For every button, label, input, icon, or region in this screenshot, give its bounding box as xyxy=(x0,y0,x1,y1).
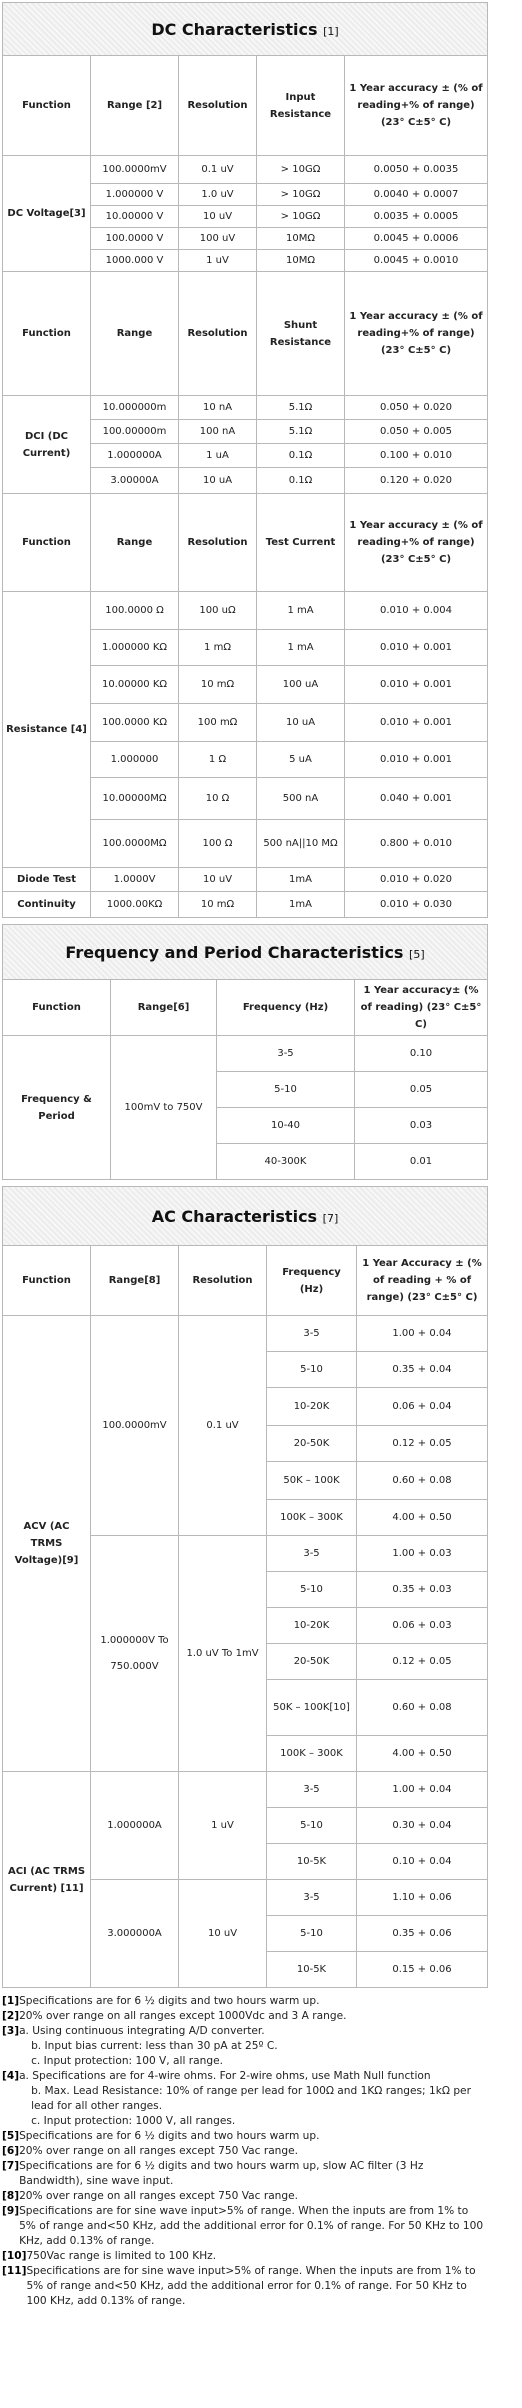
cell-frequency: 5-10 xyxy=(267,1352,357,1388)
cell-range: 100.00000m xyxy=(91,420,179,444)
spec-page xyxy=(2,0,487,2309)
ac-section-title xyxy=(3,1187,488,1246)
cell-accuracy: 0.100 + 0.010 xyxy=(345,444,488,468)
cell-resolution: 100 Ω xyxy=(179,820,257,868)
cell-range: 1000.00KΩ xyxy=(91,892,179,918)
cell-accuracy: 0.05 xyxy=(355,1072,488,1108)
cell-resistance: 5.1Ω xyxy=(257,396,345,420)
footnote xyxy=(2,2264,487,2309)
footnote-number: [6] xyxy=(2,2145,20,2157)
footnote-number: [2] xyxy=(2,2010,20,2022)
footnote-number: [9] xyxy=(2,2205,20,2217)
cell-resistance: > 10GΩ xyxy=(257,206,345,228)
acv-range: 100.0000mV xyxy=(91,1316,179,1536)
cell-range: 3.00000A xyxy=(91,468,179,494)
cell-frequency: 3-5 xyxy=(267,1536,357,1572)
cell-range: 100.0000 Ω xyxy=(91,592,179,630)
header-resolution: Resolution xyxy=(179,272,257,396)
header-accuracy: 1 Year accuracy± (% of reading) (23° C±5° C) xyxy=(355,980,488,1036)
header-resolution: Resolution xyxy=(179,494,257,592)
footnote-number: [7] xyxy=(2,2160,20,2172)
cell-resolution: 10 nA xyxy=(179,396,257,420)
cell-test-current: 1 mA xyxy=(257,630,345,666)
header-function: Function xyxy=(3,56,91,156)
cell-resolution: 10 Ω xyxy=(179,778,257,820)
cell-range: 1.000000 KΩ xyxy=(91,630,179,666)
cell-range: 1000.000 V xyxy=(91,250,179,272)
header-function: Function xyxy=(3,980,111,1036)
footnote-number: [10] xyxy=(2,2250,27,2262)
table-row xyxy=(3,1772,488,1808)
freq-title-ref: [5] xyxy=(409,947,425,961)
cell-accuracy: 0.010 + 0.030 xyxy=(345,892,488,918)
continuity-row xyxy=(3,892,488,918)
aci-resolution: 10 uV xyxy=(179,1880,267,1988)
header-input-resistance: Input Resistance xyxy=(257,56,345,156)
acv-function: ACV (AC TRMS Voltage)[9] xyxy=(3,1316,91,1772)
cell-resolution: 100 uΩ xyxy=(179,592,257,630)
header-shunt-resistance: Shunt Resistance xyxy=(257,272,345,396)
footnote xyxy=(2,2129,487,2144)
cell-resolution: 1 uA xyxy=(179,444,257,468)
footnote xyxy=(2,2144,487,2159)
cell-accuracy: 0.040 + 0.001 xyxy=(345,778,488,820)
header-accuracy: 1 Year accuracy ± (% of reading+% of range) (23° C±5° C) xyxy=(345,56,488,156)
footnote-text: Specifications are for sine wave input>5% of range. When the inputs are from 1% to 5% of range and<50 KHz, add the additional error for 0.1% of range. For 50 KHz to 100 KHz, add 0.13% of range. xyxy=(19,2205,484,2247)
header-range: Range xyxy=(91,272,179,396)
dc-section-title xyxy=(3,3,488,56)
cell-accuracy: 0.12 + 0.05 xyxy=(357,1426,488,1462)
footnote-number: [11] xyxy=(2,2265,27,2277)
cell-accuracy: 0.010 + 0.001 xyxy=(345,630,488,666)
cell-range: 100.0000mV xyxy=(91,156,179,184)
cell-accuracy: 1.00 + 0.03 xyxy=(357,1536,488,1572)
footnote-text: b. Max. Lead Resistance: 10% of range per lead for 100Ω and 1KΩ ranges; 1kΩ per lead for all other ranges. xyxy=(31,2085,471,2112)
ac-characteristics-table xyxy=(2,1186,488,1988)
cell-accuracy: 0.06 + 0.03 xyxy=(357,1608,488,1644)
cell-test-current: 10 uA xyxy=(257,704,345,742)
footnote-text: a. Using continuous integrating A/D converter. xyxy=(19,2025,265,2037)
cell-resolution: 100 mΩ xyxy=(179,704,257,742)
header-frequency: Frequency (Hz) xyxy=(267,1246,357,1316)
cell-range: 1.0000V xyxy=(91,868,179,892)
footnote-number: [4] xyxy=(2,2070,20,2082)
cell-resolution: 10 uA xyxy=(179,468,257,494)
cell-frequency: 5-10 xyxy=(267,1572,357,1608)
header-resolution: Resolution xyxy=(179,56,257,156)
dc-resistance-header-row xyxy=(3,494,488,592)
cell-frequency: 20-50K xyxy=(267,1426,357,1462)
dc-voltage-header-row xyxy=(3,56,488,156)
frequency-period-function: Frequency & Period xyxy=(3,1036,111,1180)
footnote xyxy=(2,2024,487,2069)
cell-accuracy: 0.10 + 0.04 xyxy=(357,1844,488,1880)
cell-accuracy: 1.00 + 0.04 xyxy=(357,1772,488,1808)
header-range: Range[8] xyxy=(91,1246,179,1316)
cell-resolution: 1 Ω xyxy=(179,742,257,778)
cell-resistance: > 10GΩ xyxy=(257,184,345,206)
dc-title-ref: [1] xyxy=(323,24,339,38)
cell-accuracy: 0.35 + 0.04 xyxy=(357,1352,488,1388)
cell-accuracy: 0.0045 + 0.0006 xyxy=(345,228,488,250)
footnote-text: 20% over range on all ranges except 750 Vac range. xyxy=(19,2190,299,2202)
footnote xyxy=(2,1994,487,2009)
cell-frequency: 3-5 xyxy=(267,1772,357,1808)
footnote xyxy=(2,2069,487,2129)
footnote-number: [8] xyxy=(2,2190,20,2202)
cell-accuracy: 0.35 + 0.03 xyxy=(357,1572,488,1608)
cell-frequency: 40-300K xyxy=(217,1144,355,1180)
footnote-number: [5] xyxy=(2,2130,20,2142)
table-row xyxy=(3,1316,488,1352)
cell-frequency: 5-10 xyxy=(267,1808,357,1844)
cell-range: 100.0000MΩ xyxy=(91,820,179,868)
cell-resolution: 1 mΩ xyxy=(179,630,257,666)
cell-frequency: 10-5K xyxy=(267,1844,357,1880)
cell-resolution: 0.1 uV xyxy=(179,156,257,184)
cell-resistance: 5.1Ω xyxy=(257,420,345,444)
cell-accuracy: 0.120 + 0.020 xyxy=(345,468,488,494)
cell-resolution: 10 mΩ xyxy=(179,892,257,918)
cell-test-current: 500 nA xyxy=(257,778,345,820)
footnote xyxy=(2,2189,487,2204)
cell-accuracy: 0.0050 + 0.0035 xyxy=(345,156,488,184)
cell-accuracy: 0.12 + 0.05 xyxy=(357,1644,488,1680)
cell-accuracy: 1.00 + 0.04 xyxy=(357,1316,488,1352)
cell-test-current: 100 uA xyxy=(257,666,345,704)
freq-header-row xyxy=(3,980,488,1036)
cell-accuracy: 0.15 + 0.06 xyxy=(357,1952,488,1988)
acv-resolution: 1.0 uV To 1mV xyxy=(179,1536,267,1772)
cell-accuracy: 0.0040 + 0.0007 xyxy=(345,184,488,206)
cell-resolution: 10 uV xyxy=(179,868,257,892)
cell-accuracy: 0.60 + 0.08 xyxy=(357,1462,488,1500)
footnote-number: [1] xyxy=(2,1995,20,2007)
cell-range: 10.00000 KΩ xyxy=(91,666,179,704)
header-accuracy: 1 Year accuracy ± (% of reading+% of range) (23° C±5° C) xyxy=(345,494,488,592)
cell-accuracy: 0.06 + 0.04 xyxy=(357,1388,488,1426)
aci-resolution: 1 uV xyxy=(179,1772,267,1880)
cell-accuracy: 0.010 + 0.020 xyxy=(345,868,488,892)
header-range: Range xyxy=(91,494,179,592)
cell-frequency: 5-10 xyxy=(267,1916,357,1952)
footnote-number: [3] xyxy=(2,2025,20,2037)
table-row xyxy=(3,156,488,184)
continuity-function: Continuity xyxy=(3,892,91,918)
freq-section-title xyxy=(3,925,488,980)
footnote-text: c. Input protection: 100 V, all range. xyxy=(31,2055,223,2067)
cell-frequency: 3-5 xyxy=(267,1880,357,1916)
cell-test-current: 1 mA xyxy=(257,592,345,630)
cell-accuracy: 0.60 + 0.08 xyxy=(357,1680,488,1736)
cell-range: 100.0000 V xyxy=(91,228,179,250)
cell-frequency: 100K – 300K xyxy=(267,1500,357,1536)
aci-function: ACI (AC TRMS Current) [11] xyxy=(3,1772,91,1988)
header-range: Range[6] xyxy=(111,980,217,1036)
footnote xyxy=(2,2249,487,2264)
cell-frequency: 10-20K xyxy=(267,1388,357,1426)
cell-resolution: 1 uV xyxy=(179,250,257,272)
cell-resistance: 0.1Ω xyxy=(257,444,345,468)
ac-header-row xyxy=(3,1246,488,1316)
cell-range: 1.000000 V xyxy=(91,184,179,206)
cell-frequency: 3-5 xyxy=(217,1036,355,1072)
dc-title: DC Characteristics xyxy=(151,19,318,39)
dc-current-function: DCI (DC Current) xyxy=(3,396,91,494)
cell-accuracy: 0.03 xyxy=(355,1108,488,1144)
cell-frequency: 10-5K xyxy=(267,1952,357,1988)
cell-frequency: 3-5 xyxy=(267,1316,357,1352)
header-frequency: Frequency (Hz) xyxy=(217,980,355,1036)
cell-frequency: 50K – 100K[10] xyxy=(267,1680,357,1736)
cell-frequency: 50K – 100K xyxy=(267,1462,357,1500)
cell-resistance: 0.1Ω xyxy=(257,468,345,494)
cell-accuracy: 0.050 + 0.020 xyxy=(345,396,488,420)
header-resolution: Resolution xyxy=(179,1246,267,1316)
cell-resolution: 100 uV xyxy=(179,228,257,250)
cell-range: 1.000000A xyxy=(91,444,179,468)
cell-range: 100.0000 KΩ xyxy=(91,704,179,742)
header-range: Range [2] xyxy=(91,56,179,156)
cell-accuracy: 0.800 + 0.010 xyxy=(345,820,488,868)
cell-accuracy: 0.010 + 0.001 xyxy=(345,704,488,742)
cell-accuracy: 0.0045 + 0.0010 xyxy=(345,250,488,272)
cell-accuracy: 0.050 + 0.005 xyxy=(345,420,488,444)
cell-resistance: 10MΩ xyxy=(257,228,345,250)
cell-range: 10.000000m xyxy=(91,396,179,420)
dc-resistance-function: Resistance [4] xyxy=(3,592,91,868)
cell-accuracy: 0.010 + 0.001 xyxy=(345,666,488,704)
footnote-text: Specifications are for sine wave input>5% of range. When the inputs are from 1% to 5% of range and<50 KHz, add the additional error for 0.1% of range. For 50 KHz to 100 KHz, add 0.13% of range. xyxy=(26,2265,476,2307)
freq-title: Frequency and Period Characteristics xyxy=(65,942,404,962)
footnote-text: a. Specifications are for 4-wire ohms. For 2-wire ohms, use Math Null function xyxy=(19,2070,431,2082)
diode-test-row xyxy=(3,868,488,892)
dc-voltage-function: DC Voltage[3] xyxy=(3,156,91,272)
footnote xyxy=(2,2159,487,2189)
header-function: Function xyxy=(3,272,91,396)
header-accuracy: 1 Year accuracy ± (% of reading+% of range) (23° C±5° C) xyxy=(345,272,488,396)
cell-resolution: 10 uV xyxy=(179,206,257,228)
cell-resolution: 10 mΩ xyxy=(179,666,257,704)
cell-resistance: 10MΩ xyxy=(257,250,345,272)
footnote-text: 20% over range on all ranges except 1000Vdc and 3 A range. xyxy=(19,2010,347,2022)
cell-frequency: 5-10 xyxy=(217,1072,355,1108)
table-row xyxy=(3,592,488,630)
footnote-text: b. Input bias current: less than 30 pA at 25º C. xyxy=(31,2040,278,2052)
cell-accuracy: 0.010 + 0.001 xyxy=(345,742,488,778)
cell-frequency: 10-40 xyxy=(217,1108,355,1144)
cell-resistance: > 10GΩ xyxy=(257,156,345,184)
cell-accuracy: 0.010 + 0.004 xyxy=(345,592,488,630)
cell-accuracy: 0.01 xyxy=(355,1144,488,1180)
cell-test-current: 500 nA||10 MΩ xyxy=(257,820,345,868)
footnote-text: c. Input protection: 1000 V, all ranges. xyxy=(31,2115,236,2127)
footnote-text: Specifications are for 6 ½ digits and two hours warm up. xyxy=(19,2130,320,2142)
cell-test-current: 5 uA xyxy=(257,742,345,778)
frequency-characteristics-table xyxy=(2,924,488,1180)
footnotes xyxy=(2,1994,487,2309)
cell-resolution: 1.0 uV xyxy=(179,184,257,206)
cell-range: 1.000000 xyxy=(91,742,179,778)
footnote-text: 750Vac range is limited to 100 KHz. xyxy=(26,2250,217,2262)
aci-range: 1.000000A xyxy=(91,1772,179,1880)
footnote-text: Specifications are for 6 ½ digits and two hours warm up. xyxy=(19,1995,320,2007)
cell-range: 10.00000 V xyxy=(91,206,179,228)
cell-frequency: 20-50K xyxy=(267,1644,357,1680)
table-row xyxy=(3,396,488,420)
dc-characteristics-table xyxy=(2,2,488,918)
dc-current-header-row xyxy=(3,272,488,396)
cell-frequency: 100K – 300K xyxy=(267,1736,357,1772)
footnote-text: Specifications are for 6 ½ digits and two hours warm up, slow AC filter (3 Hz Bandwidth), sine wave input. xyxy=(19,2160,424,2187)
ac-title: AC Characteristics xyxy=(151,1206,318,1226)
cell-accuracy: 0.0035 + 0.0005 xyxy=(345,206,488,228)
diode-test-function: Diode Test xyxy=(3,868,91,892)
acv-range: 1.000000V To 750.000V xyxy=(91,1536,179,1772)
header-function: Function xyxy=(3,494,91,592)
cell-accuracy: 1.10 + 0.06 xyxy=(357,1880,488,1916)
frequency-range: 100mV to 750V xyxy=(111,1036,217,1180)
cell-frequency: 10-20K xyxy=(267,1608,357,1644)
cell-range: 10.00000MΩ xyxy=(91,778,179,820)
cell-accuracy: 4.00 + 0.50 xyxy=(357,1736,488,1772)
aci-range: 3.000000A xyxy=(91,1880,179,1988)
header-accuracy: 1 Year Accuracy ± (% of reading + % of range) (23° C±5° C) xyxy=(357,1246,488,1316)
footnote-text: 20% over range on all ranges except 750 Vac range. xyxy=(19,2145,299,2157)
cell-accuracy: 4.00 + 0.50 xyxy=(357,1500,488,1536)
ac-title-ref: [7] xyxy=(322,1211,339,1225)
footnote xyxy=(2,2204,487,2249)
cell-accuracy: 0.35 + 0.06 xyxy=(357,1916,488,1952)
header-test-current: Test Current xyxy=(257,494,345,592)
footnote xyxy=(2,2009,487,2024)
acv-resolution: 0.1 uV xyxy=(179,1316,267,1536)
cell-test-current: 1mA xyxy=(257,868,345,892)
cell-accuracy: 0.10 xyxy=(355,1036,488,1072)
header-function: Function xyxy=(3,1246,91,1316)
cell-test-current: 1mA xyxy=(257,892,345,918)
cell-accuracy: 0.30 + 0.04 xyxy=(357,1808,488,1844)
table-row xyxy=(3,1036,488,1072)
cell-resolution: 100 nA xyxy=(179,420,257,444)
